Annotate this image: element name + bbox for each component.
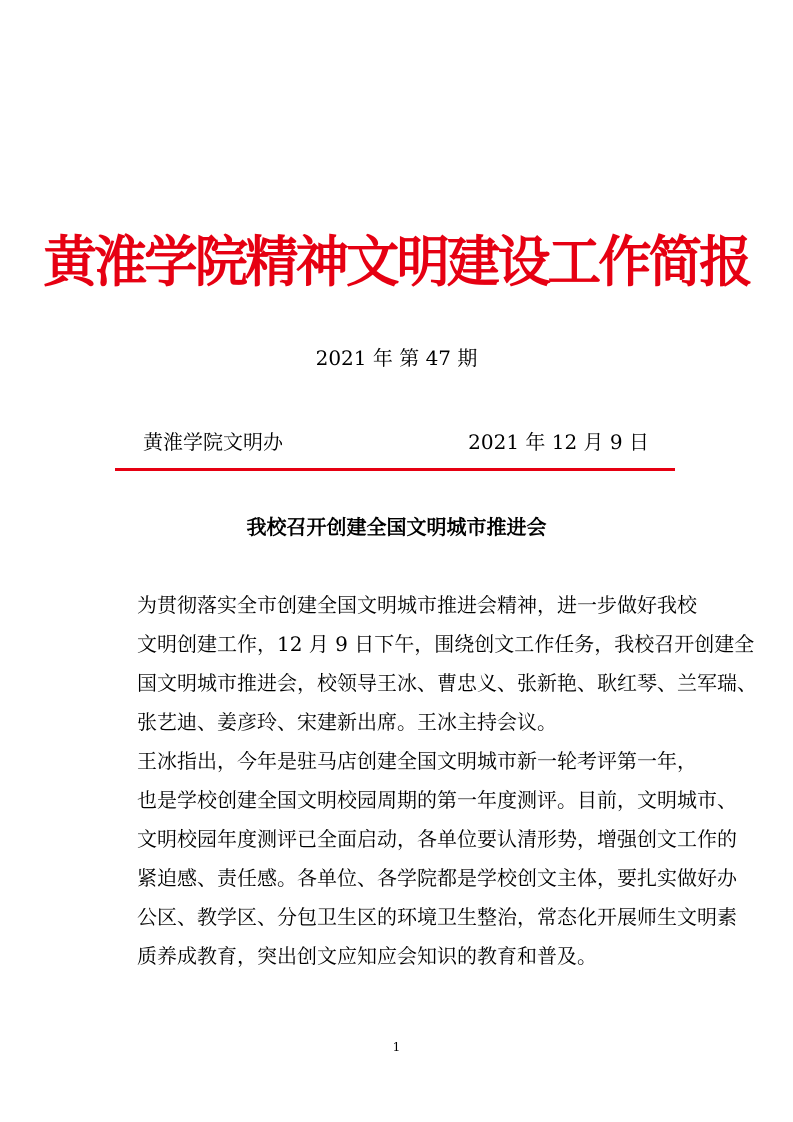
text-line: 紧迫感、责任感。各单位、各学院都是学校创文主体，要扎实做好办 — [137, 866, 737, 890]
article-title: 我校召开创建全国文明城市推进会 — [246, 515, 547, 539]
issue-date: 2021 年 12 月 9 日 — [468, 430, 649, 454]
article-body — [97, 586, 757, 976]
text-line: 也是学校创建全国文明校园周期的第一年度测评。目前，文明城市、 — [137, 788, 737, 812]
text-line: 王冰指出，今年是驻马店创建全国文明城市新一轮考评第一年， — [137, 749, 697, 773]
red-divider-rule — [115, 468, 675, 471]
masthead-title: 黄淮学院精神文明建设工作简报 — [43, 229, 750, 294]
text-line: 张艺迪、姜彦玲、宋建新出席。王冰主持会议。 — [137, 710, 557, 734]
page-number: 1 — [392, 1040, 401, 1054]
text-line: 质养成教育，突出创文应知应会知识的教育和普及。 — [137, 944, 597, 968]
issuing-office: 黄淮学院文明办 — [143, 430, 283, 454]
text-line: 为贯彻落实全市创建全国文明城市推进会精神，进一步做好我校 — [137, 593, 697, 617]
text-line: 公区、教学区、分包卫生区的环境卫生整治，常态化开展师生文明素 — [137, 905, 737, 929]
paragraph-2 — [97, 742, 737, 976]
issue-number: 2021 年 第 47 期 — [315, 346, 478, 370]
text-line: 文明校园年度测评已全面启动，各单位要认清形势，增强创文工作的 — [137, 827, 737, 851]
text-line: 文明创建工作，12 月 9 日下午，围绕创文工作任务，我校召开创建全 — [137, 632, 755, 656]
paragraph-1 — [97, 586, 757, 742]
text-line: 国文明城市推进会，校领导王冰、曹忠义、张新艳、耿红琴、兰军瑞、 — [137, 671, 757, 695]
